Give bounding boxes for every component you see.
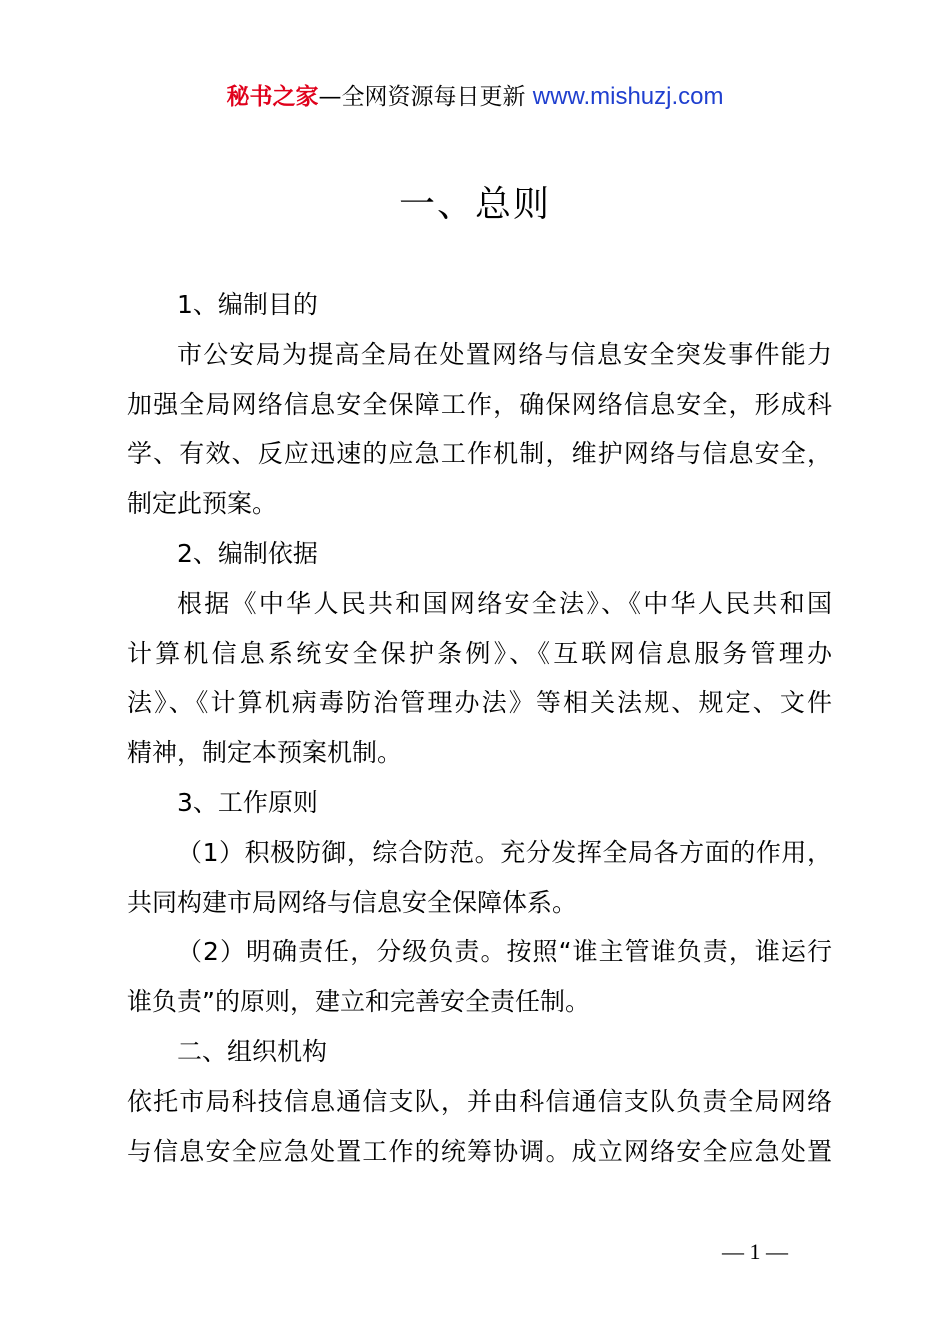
page-number: — 1 — (722, 1239, 788, 1264)
paragraph-line: 共同构建市局网络与信息安全保障体系。 (127, 887, 578, 917)
header-url-link[interactable]: www.mishuzj.com (532, 83, 724, 110)
section-title: 一、总则 (398, 184, 551, 225)
section-heading-organization: 二、组织机构 (177, 1036, 328, 1066)
paragraph-line: 谁负责”的原则，建立和完善安全责任制。 (127, 987, 590, 1017)
paragraph-line: 法》、《计算机病毒防治管理办法》等相关法规、规定、文件 (127, 688, 832, 718)
paragraph-line: （1）积极防御，综合防范。充分发挥全局各方面的作用， (177, 837, 832, 867)
paragraph-line: 依托市局科技信息通信支队，并由科信通信支队负责全局网络 (127, 1086, 832, 1116)
paragraph-line: 精神，制定本预案机制。 (127, 738, 403, 768)
paragraph-line: 学、有效、反应迅速的应急工作机制，维护网络与信息安全， (127, 439, 832, 469)
paragraph-line: 市公安局为提高全局在处置网络与信息安全突发事件能力 (177, 339, 832, 369)
header-tagline: —全网资源每日更新 (318, 84, 533, 110)
document-body (127, 280, 832, 1176)
paragraph-line: 与信息安全应急处置工作的统筹协调。成立网络安全应急处置 (127, 1136, 832, 1166)
paragraph-line: （2）明确责任，分级负责。按照“谁主管谁负责，谁运行 (177, 937, 832, 967)
paragraph-line: 加强全局网络信息安全保障工作，确保网络信息安全，形成科 (127, 389, 832, 419)
paragraph-line: 计算机信息系统安全保护条例》、《互联网信息服务管理办 (127, 638, 832, 668)
paragraph-line: 根据《中华人民共和国网络安全法》、《中华人民共和国 (177, 588, 832, 618)
subheading-principles: 3、工作原则 (177, 787, 318, 817)
subheading-basis: 2、编制依据 (177, 538, 318, 568)
brand-name: 秘书之家 (226, 84, 319, 110)
site-header (0, 82, 950, 112)
paragraph-line: 制定此预案。 (127, 489, 278, 519)
subheading-purpose: 1、编制目的 (177, 290, 318, 319)
